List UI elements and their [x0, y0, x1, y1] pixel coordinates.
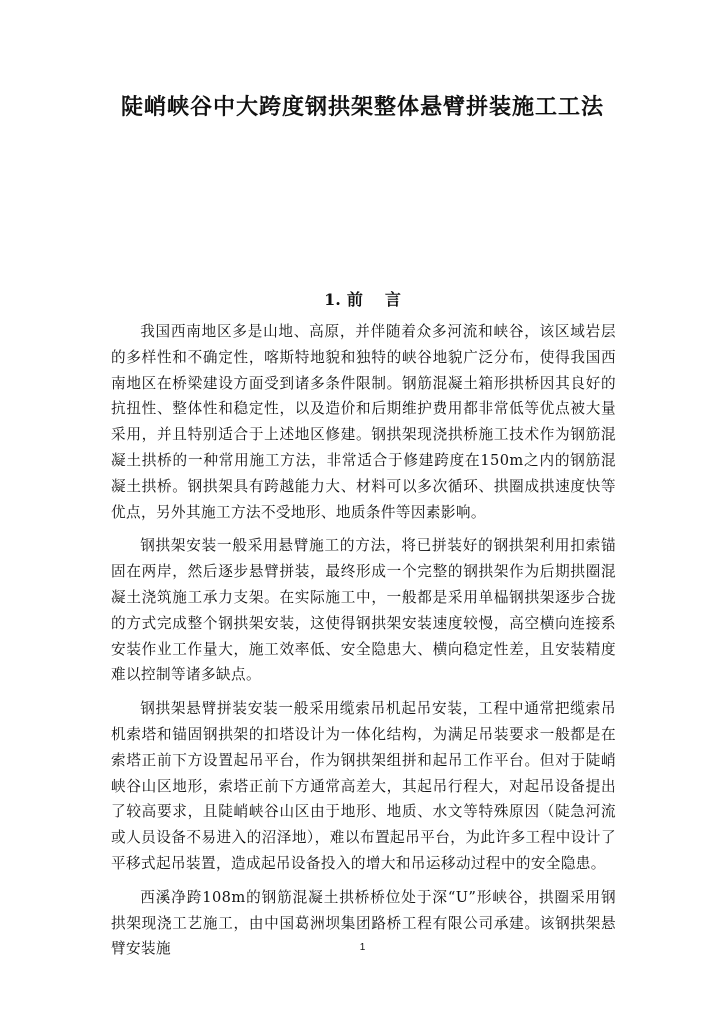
- body-text: [111, 319, 616, 970]
- document-title: 陡峭峡谷中大跨度钢拱架整体悬臂拼装施工工法: [120, 95, 604, 120]
- paragraph-4: 西溪净跨108m的钢筋混凝土拱桥桥位处于深“U”形峡谷，拱圈采用钢拱架现浇工艺施工，由中国葛洲坝集团路桥工程有限公司承建。该钢拱架悬臂安装施: [111, 888, 616, 958]
- paragraph-3: 钢拱架悬臂拼装安装一般采用缆索吊机起吊安装，工程中通常把缆索吊机索塔和锚固钢拱架的扣塔设计为一体化结构，为满足吊装要求一般都是在索塔正前下方设置起吊平台，作为钢拱架组拼和起吊工作平台。但对于陡峭峡谷山区地形，索塔正前下方通常高差大，其起吊行程大，对起吊设备提出了较高要求，且陡峭峡谷山区由于地形、地质、水文等特殊原因（陡急河流或人员设备不易进入的沼泽地），难以布置起吊平台，为此许多工程中设计了平移式起吊装置，造成起吊设备投入的增大和吊运移动过程中的安全隐患。: [111, 700, 616, 872]
- paragraph-2: 钢拱架安装一般采用悬臂施工的方法，将已拼装好的钢拱架利用扣索锚固在两岸，然后逐步悬臂拼装，最终形成一个完整的钢拱架作为后期拱圈混凝土浇筑施工承力支架。在实际施工中，一般都是采用单榀钢拱架逐步合拢的方式完成整个钢拱架安装，这使得钢拱架安装速度较慢，高空横向连接系安装作业工作量大，施工效率低、安全隐患大、横向稳定性差，且安装精度难以控制等诸多缺点。: [111, 537, 616, 684]
- paragraph-1: 我国西南地区多是山地、高原，并伴随着众多河流和峡谷，该区域岩层的多样性和不确定性，喀斯特地貌和独特的峡谷地貌广泛分布，使得我国西南地区在桥梁建设方面受到诸多条件限制。钢筋混凝土箱形拱桥因其良好的抗扭性、整体性和稳定性，以及造价和后期维护费用都非常低等优点被大量采用，并且特别适合于上述地区修建。钢拱架现浇拱桥施工技术作为钢筋混凝土拱桥的一种常用施工方法，非常适合于修建跨度在150m之内的钢筋混凝土拱桥。钢拱架具有跨越能力大、材料可以多次循环、拱圈成拱速度快等优点，另外其施工方法不受地形、地质条件等因素影响。: [111, 323, 616, 521]
- page-number: 1: [359, 942, 366, 953]
- section-heading-text: 前言: [346, 290, 423, 309]
- section-number: 1.: [324, 290, 341, 309]
- section-heading: [0, 287, 725, 310]
